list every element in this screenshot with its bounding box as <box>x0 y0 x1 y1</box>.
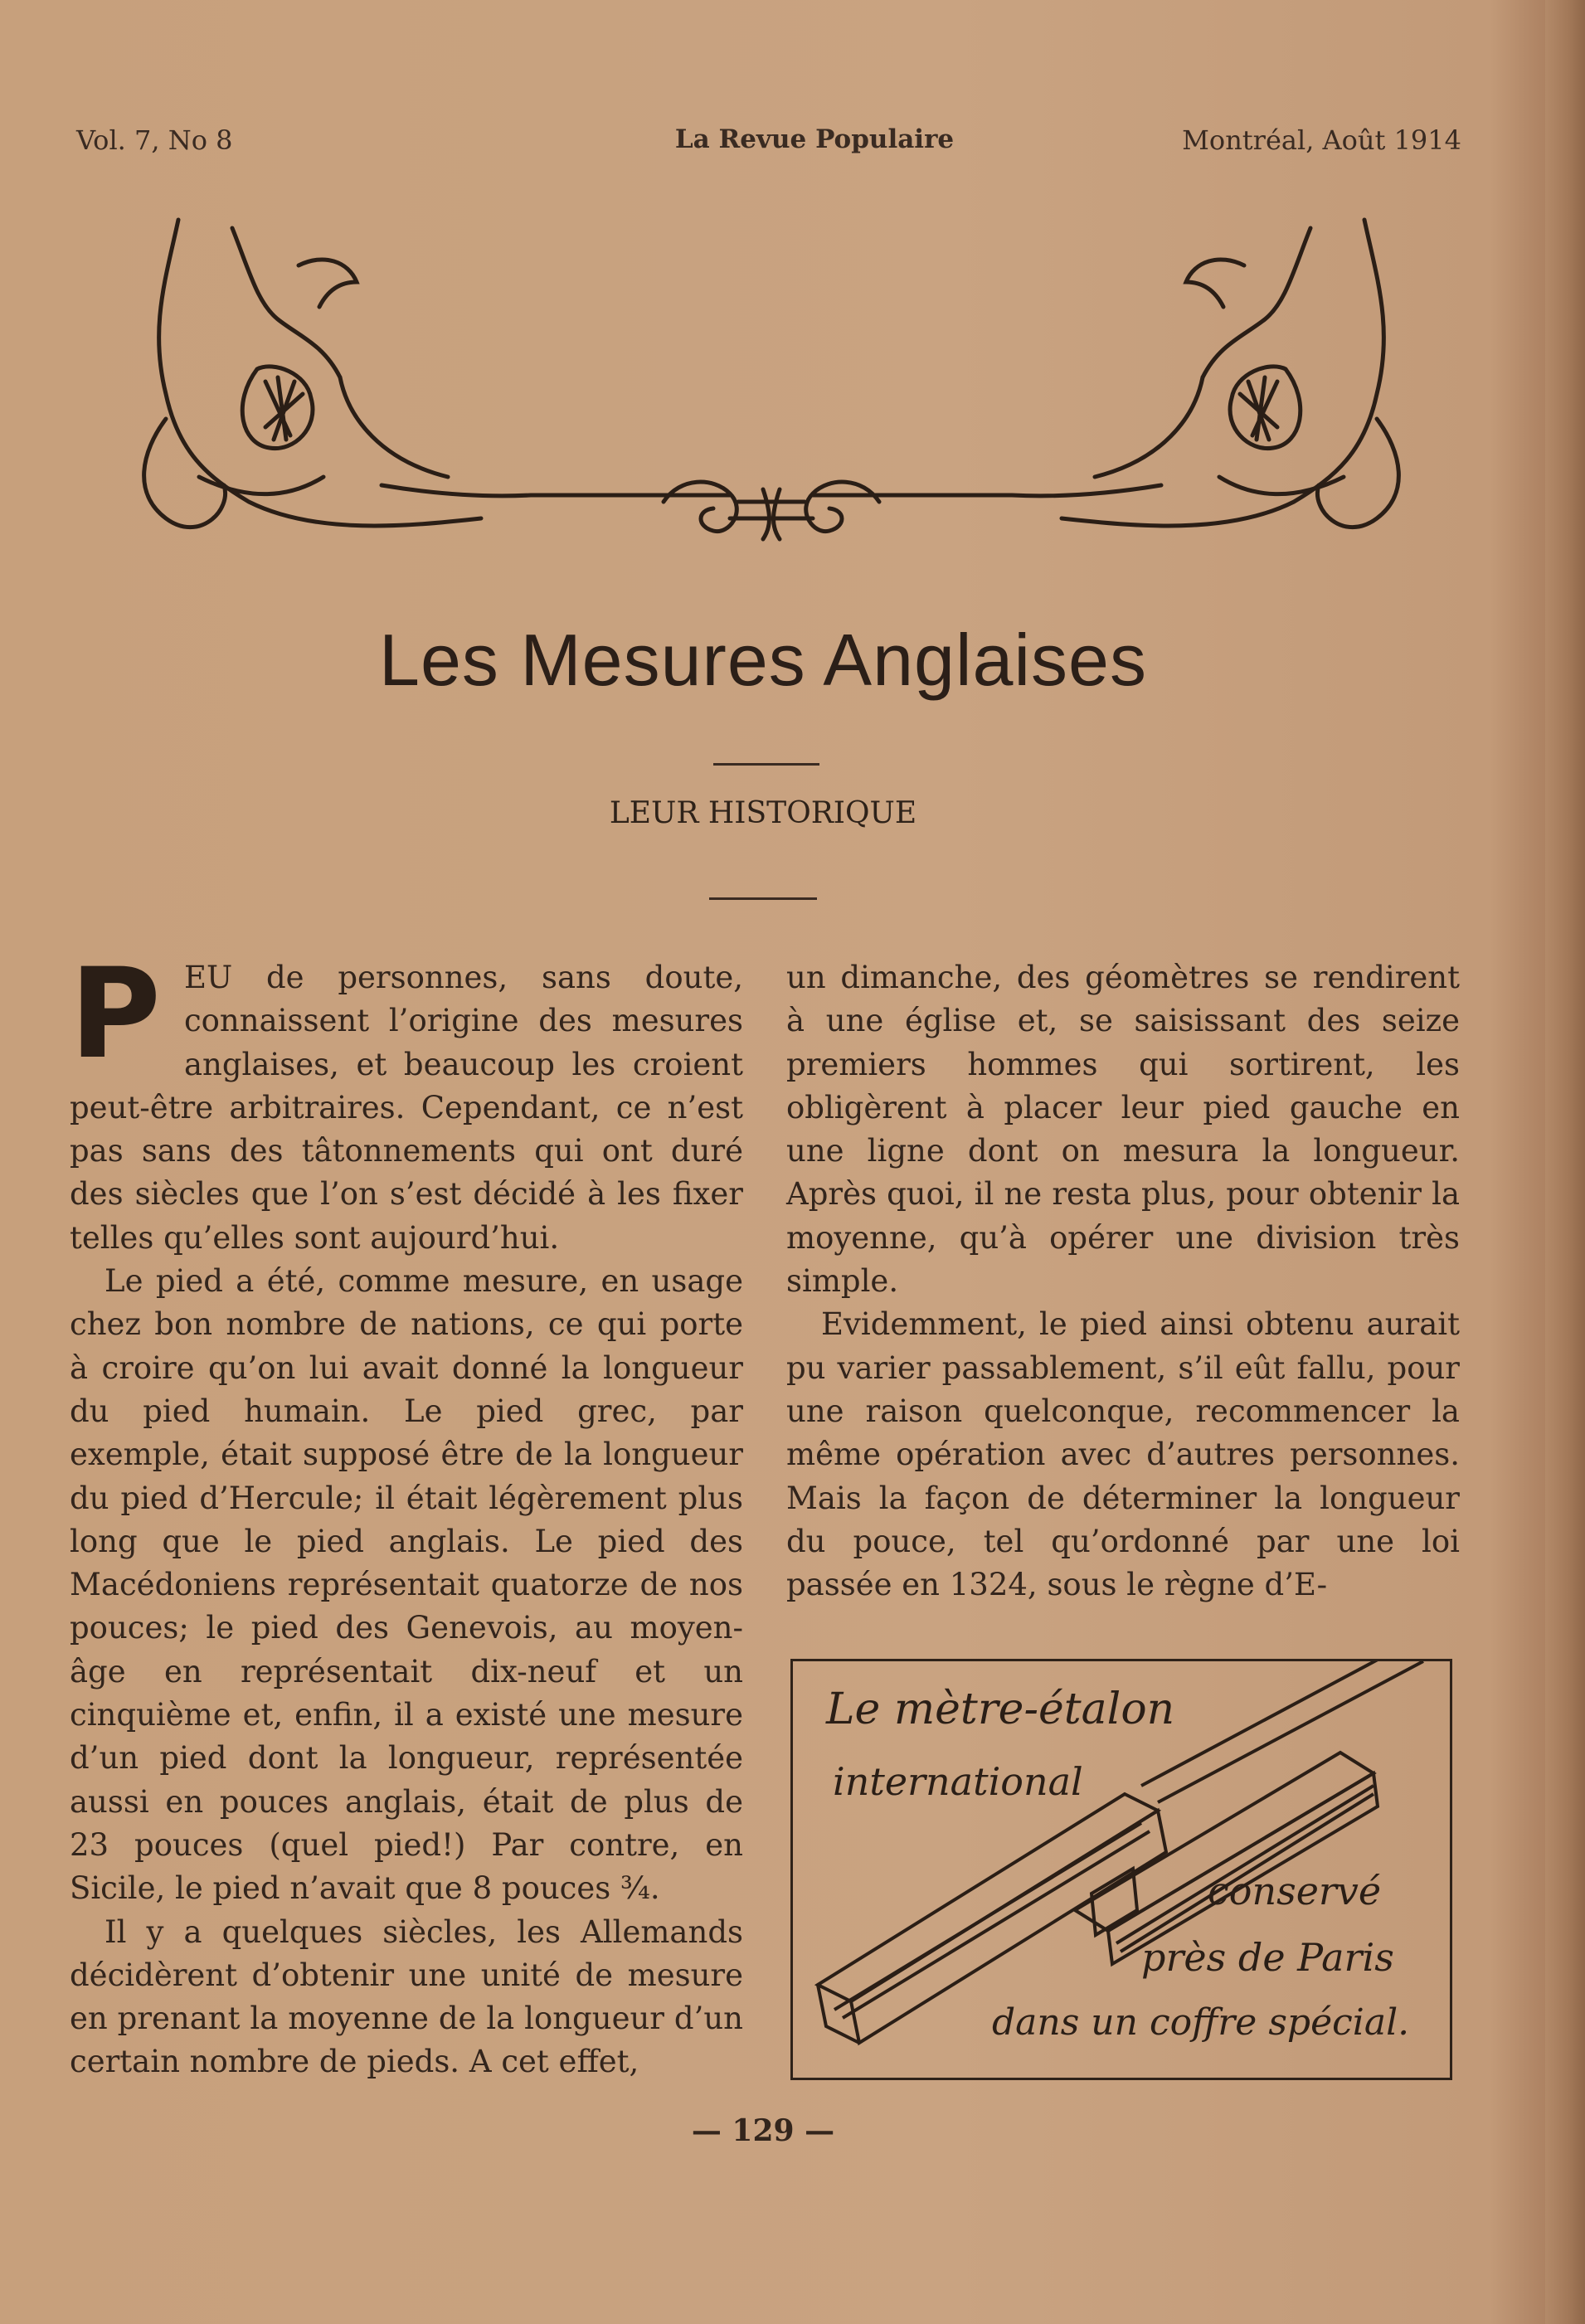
art-nouveau-floral-ornament <box>133 203 1410 585</box>
article-title: Les Mesures Anglaises <box>379 619 1147 701</box>
caption-line: près de Paris <box>1141 1935 1394 1980</box>
title-rule <box>713 763 819 766</box>
page-number: — 129 — <box>691 2113 835 2148</box>
left-column <box>70 942 743 2084</box>
caption-line: Le mètre-étalon <box>826 1685 1175 1734</box>
paragraph <box>70 942 743 1260</box>
paragraph-text: EU de personnes, sans doute, connaissent l’origine des mesures anglaises, et beaucoup les croient peut-être arbitraires. Cependant, ce n’est pas sans des tâtonnements qui ont duré des siècles que l’on s’est décidé à les fixer telles qu’elles sont aujourd’hui. <box>70 960 743 1256</box>
paragraph: Evidemment, le pied ainsi obtenu aurait pu varier passablement, s’il eût fallu, pour une raison quelconque, recommencer la même opération avec d’autres personnes. Mais la façon de déterminer la longueur du pouce, tel qu’ordonné par une loi passée en 1324, sous le règne d’E- <box>786 1306 1460 1603</box>
paragraph: Il y a quelques siècles, les Allemands décidèrent d’obtenir une unité de mesure en prenant la moyenne de la longueur d’un certain nombre de pieds. A cet effet, <box>70 1913 743 2080</box>
paragraph: Le pied a été, comme mesure, en usage chez bon nombre de nations, ce qui porte à croire qu’on lui avait donné la longueur du pied humain. Le pied grec, par exemple, était supposé être de la longueur du pied d’Hercule; il était légèrement plus long que le pied anglais. Le pied des Macédoniens représentait quatorze de nos pouces; le pied des Genevois, au moyen-âge en représentait dix-neuf et un cinquième et, enfin, il a existé une mesure d’un pied dont la longueur, représentée aussi en pouces anglais, était de plus de 23 pouces (quel pied!) Par contre, en Sicile, le pied n’avait que 8 pouces ¾. <box>70 1263 743 1907</box>
caption-line: dans un coffre spécial. <box>992 2001 1410 2044</box>
drop-cap: P <box>70 942 161 1087</box>
right-column <box>786 956 1460 1607</box>
article-subtitle: LEUR HISTORIQUE <box>609 796 917 830</box>
paragraph: un dimanche, des géomètres se rendirent à une église et, se saisissant des seize premiers hommes qui sortirent, les obligèrent à placer leur pied gauche en une ligne dont on mesura la longueur. Après quoi, il ne resta plus, pour obtenir la moyenne, qu’à opérer une division très simple. <box>786 960 1460 1300</box>
meter-standard-illustration <box>790 1659 1452 2080</box>
journal-name: La Revue Populaire <box>674 124 955 154</box>
subtitle-rule <box>709 897 817 900</box>
place-date: Montréal, Août 1914 <box>1182 124 1461 156</box>
volume-number: Vol. 7, No 8 <box>76 124 233 156</box>
caption-line: conservé <box>1208 1869 1382 1913</box>
caption-line: international <box>833 1759 1083 1804</box>
book-spine <box>1545 0 1585 2324</box>
running-header <box>76 124 1461 166</box>
